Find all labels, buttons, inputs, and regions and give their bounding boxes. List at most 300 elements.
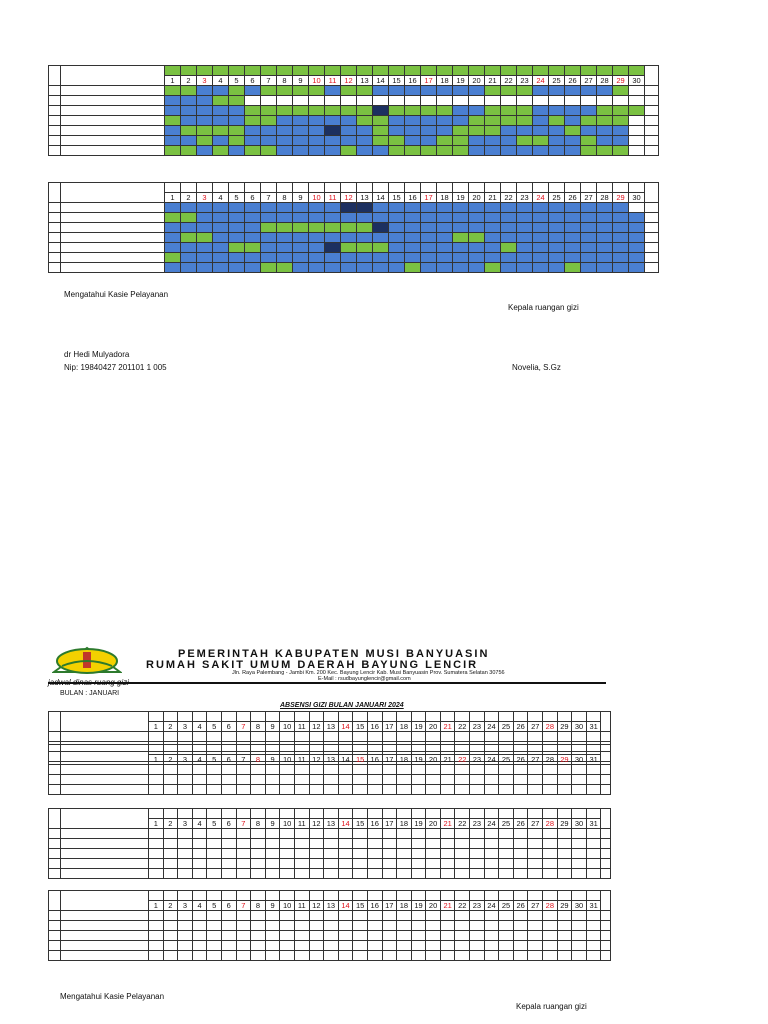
sign-right-name: Novelia, S.Gz <box>512 363 561 372</box>
schedule-cell <box>149 775 164 785</box>
col-header-ket <box>645 66 659 86</box>
row-number <box>49 233 61 243</box>
schedule-cell <box>557 951 572 961</box>
schedule-cell <box>178 951 193 961</box>
schedule-cell <box>236 859 251 869</box>
schedule-cell <box>373 203 389 213</box>
schedule-cell <box>309 126 325 136</box>
day-name-cell <box>353 745 368 755</box>
day-number-cell: 31 <box>586 901 601 911</box>
schedule-cell <box>597 253 613 263</box>
schedule-cell <box>453 86 469 96</box>
schedule-cell <box>277 233 293 243</box>
schedule-cell <box>597 233 613 243</box>
day-name-cell <box>251 891 266 901</box>
table-row <box>49 775 611 785</box>
day-name-cell <box>236 891 251 901</box>
schedule-cell <box>455 849 470 859</box>
day-name-cell <box>251 745 266 755</box>
day-name-cell <box>178 809 193 819</box>
col-header-ket <box>601 745 611 765</box>
day-number-cell: 22 <box>501 76 517 86</box>
table-row <box>49 126 659 136</box>
schedule-cell <box>572 829 587 839</box>
schedule-cell <box>245 126 261 136</box>
schedule-cell <box>207 911 222 921</box>
schedule-cell <box>533 253 549 263</box>
schedule-cell <box>221 775 236 785</box>
row-name <box>61 146 165 156</box>
schedule-cell <box>324 869 339 879</box>
schedule-cell <box>440 921 455 931</box>
schedule-cell <box>293 146 309 156</box>
day-number-cell: 10 <box>309 76 325 86</box>
schedule-cell <box>470 859 485 869</box>
day-name-cell <box>405 66 421 76</box>
schedule-cell <box>455 839 470 849</box>
schedule-cell <box>470 941 485 951</box>
schedule-cell <box>533 213 549 223</box>
day-number-cell: 27 <box>528 819 543 829</box>
schedule-cell <box>533 116 549 126</box>
kop-divider <box>48 682 606 684</box>
schedule-cell <box>309 263 325 273</box>
schedule-cell <box>470 775 485 785</box>
schedule-cell <box>613 263 629 273</box>
schedule-cell <box>353 732 368 742</box>
day-name-cell <box>357 183 373 193</box>
day-name-cell <box>265 745 280 755</box>
kop-line-1: PEMERINTAH KABUPATEN MUSI BANYUASIN <box>178 648 490 660</box>
schedule-cell <box>192 829 207 839</box>
schedule-cell <box>294 829 309 839</box>
schedule-cell <box>470 921 485 931</box>
schedule-cell <box>192 931 207 941</box>
day-number-cell: 18 <box>397 722 412 732</box>
schedule-cell <box>470 829 485 839</box>
schedule-cell <box>549 146 565 156</box>
day-name-cell <box>192 891 207 901</box>
day-number-cell: 25 <box>499 722 514 732</box>
day-name-cell <box>382 712 397 722</box>
row-number <box>49 116 61 126</box>
schedule-cell <box>405 106 421 116</box>
leave-table-gizi-staff <box>48 744 611 795</box>
schedule-cell <box>533 86 549 96</box>
schedule-cell <box>543 941 558 951</box>
day-name-cell <box>309 745 324 755</box>
table-row <box>49 146 659 156</box>
day-number-cell: 17 <box>382 722 397 732</box>
schedule-cell <box>543 931 558 941</box>
schedule-cell <box>325 253 341 263</box>
day-number-cell: 22 <box>455 819 470 829</box>
schedule-cell <box>437 146 453 156</box>
schedule-cell <box>426 775 441 785</box>
table-row <box>49 116 659 126</box>
schedule-cell <box>221 869 236 879</box>
day-name-cell <box>309 712 324 722</box>
schedule-cell <box>533 243 549 253</box>
day-number-cell: 18 <box>397 819 412 829</box>
schedule-cell <box>309 765 324 775</box>
schedule-cell <box>181 233 197 243</box>
schedule-cell <box>586 785 601 795</box>
schedule-cell <box>597 136 613 146</box>
schedule-cell <box>178 859 193 869</box>
row-number <box>49 839 61 849</box>
schedule-cell <box>261 146 277 156</box>
schedule-cell <box>382 775 397 785</box>
schedule-cell <box>613 253 629 263</box>
schedule-cell <box>533 146 549 156</box>
table-row <box>49 263 659 273</box>
day-name-cell <box>353 891 368 901</box>
schedule-cell <box>178 849 193 859</box>
day-number-cell: 23 <box>470 755 485 765</box>
schedule-cell <box>586 765 601 775</box>
schedule-cell <box>221 732 236 742</box>
schedule-cell <box>213 223 229 233</box>
table-row <box>49 233 659 243</box>
row-number <box>49 921 61 931</box>
schedule-cell <box>572 911 587 921</box>
day-number-cell: 17 <box>421 193 437 203</box>
schedule-cell <box>245 223 261 233</box>
schedule-cell <box>405 263 421 273</box>
day-name-cell <box>426 809 441 819</box>
day-name-cell <box>501 66 517 76</box>
schedule-cell <box>513 829 528 839</box>
day-number-cell: 2 <box>181 76 197 86</box>
col-header-no <box>49 712 61 732</box>
schedule-cell <box>309 785 324 795</box>
day-number-cell: 28 <box>543 722 558 732</box>
day-name-cell <box>197 66 213 76</box>
day-name-cell <box>207 712 222 722</box>
ket-cell <box>601 859 611 869</box>
schedule-cell <box>181 96 197 106</box>
schedule-cell <box>613 213 629 223</box>
schedule-cell <box>373 106 389 116</box>
day-number-cell: 21 <box>440 901 455 911</box>
schedule-cell <box>455 951 470 961</box>
schedule-cell <box>309 859 324 869</box>
schedule-cell <box>277 263 293 273</box>
schedule-cell <box>499 775 514 785</box>
schedule-cell <box>357 203 373 213</box>
schedule-cell <box>572 921 587 931</box>
schedule-cell <box>357 263 373 273</box>
schedule-cell <box>197 106 213 116</box>
day-number-cell: 11 <box>294 722 309 732</box>
day-name-cell <box>513 712 528 722</box>
schedule-cell <box>513 765 528 775</box>
schedule-cell <box>543 765 558 775</box>
schedule-cell <box>572 785 587 795</box>
day-name-cell <box>293 66 309 76</box>
schedule-cell <box>629 146 645 156</box>
schedule-cell <box>324 911 339 921</box>
day-name-cell <box>455 712 470 722</box>
schedule-cell <box>513 849 528 859</box>
schedule-cell <box>236 911 251 921</box>
schedule-cell <box>338 775 353 785</box>
schedule-cell <box>338 931 353 941</box>
day-name-cell <box>586 712 601 722</box>
day-name-cell <box>251 809 266 819</box>
schedule-cell <box>586 829 601 839</box>
schedule-cell <box>586 859 601 869</box>
schedule-cell <box>528 921 543 931</box>
day-name-cell <box>357 66 373 76</box>
schedule-cell <box>357 233 373 243</box>
schedule-cell <box>455 765 470 775</box>
col-header-nama <box>61 745 149 765</box>
day-name-cell <box>543 891 558 901</box>
schedule-cell <box>213 243 229 253</box>
schedule-cell <box>338 829 353 839</box>
day-number-cell: 20 <box>469 76 485 86</box>
schedule-cell <box>543 911 558 921</box>
day-name-cell <box>294 745 309 755</box>
day-name-cell <box>397 712 412 722</box>
schedule-cell <box>581 223 597 233</box>
schedule-cell <box>293 213 309 223</box>
day-name-cell <box>245 183 261 193</box>
schedule-cell <box>437 203 453 213</box>
schedule-cell <box>165 233 181 243</box>
schedule-cell <box>597 116 613 126</box>
schedule-cell <box>405 213 421 223</box>
schedule-cell <box>309 732 324 742</box>
day-name-cell <box>192 712 207 722</box>
schedule-cell <box>426 869 441 879</box>
schedule-cell <box>163 921 178 931</box>
row-name <box>61 203 165 213</box>
day-number-cell: 29 <box>557 901 572 911</box>
day-name-cell <box>261 183 277 193</box>
day-name-cell <box>236 809 251 819</box>
table-row <box>49 213 659 223</box>
day-name-cell <box>440 809 455 819</box>
schedule-cell <box>565 213 581 223</box>
row-name <box>61 223 165 233</box>
day-number-cell: 25 <box>549 193 565 203</box>
day-name-cell <box>163 809 178 819</box>
schedule-cell <box>229 233 245 243</box>
day-number-cell: 15 <box>353 901 368 911</box>
day-name-cell <box>181 66 197 76</box>
day-name-cell <box>484 712 499 722</box>
schedule-cell <box>411 775 426 785</box>
schedule-cell <box>207 732 222 742</box>
ket-cell <box>645 136 659 146</box>
row-number <box>49 96 61 106</box>
day-name-cell <box>485 66 501 76</box>
day-name-cell <box>411 712 426 722</box>
schedule-cell <box>261 96 277 106</box>
schedule-cell <box>280 765 295 775</box>
schedule-cell <box>629 116 645 126</box>
schedule-cell <box>357 213 373 223</box>
schedule-cell <box>440 941 455 951</box>
schedule-cell <box>437 116 453 126</box>
schedule-cell <box>557 732 572 742</box>
schedule-cell <box>513 921 528 931</box>
schedule-cell <box>469 126 485 136</box>
table-row <box>49 765 611 775</box>
schedule-cell <box>309 829 324 839</box>
schedule-cell <box>411 849 426 859</box>
schedule-cell <box>324 775 339 785</box>
schedule-cell <box>543 869 558 879</box>
day-number-cell: 12 <box>341 193 357 203</box>
schedule-cell <box>277 96 293 106</box>
schedule-cell <box>324 839 339 849</box>
schedule-cell <box>367 911 382 921</box>
schedule-cell <box>440 859 455 869</box>
day-name-cell <box>207 891 222 901</box>
schedule-cell <box>325 126 341 136</box>
schedule-cell <box>245 213 261 223</box>
schedule-cell <box>373 253 389 263</box>
day-number-cell: 9 <box>265 722 280 732</box>
schedule-cell <box>261 203 277 213</box>
day-number-cell: 10 <box>280 819 295 829</box>
schedule-cell <box>549 253 565 263</box>
schedule-cell <box>405 223 421 233</box>
schedule-cell <box>455 911 470 921</box>
schedule-cell <box>437 243 453 253</box>
schedule-cell <box>470 785 485 795</box>
day-number-cell: 21 <box>440 819 455 829</box>
schedule-cell <box>484 829 499 839</box>
schedule-cell <box>565 86 581 96</box>
schedule-cell <box>513 785 528 795</box>
schedule-cell <box>469 146 485 156</box>
schedule-cell <box>485 213 501 223</box>
schedule-cell <box>338 911 353 921</box>
schedule-cell <box>265 785 280 795</box>
schedule-cell <box>309 213 325 223</box>
schedule-cell <box>265 732 280 742</box>
day-name-cell <box>499 712 514 722</box>
day-number-cell: 10 <box>280 755 295 765</box>
day-number-cell: 30 <box>629 76 645 86</box>
schedule-cell <box>572 859 587 869</box>
schedule-cell <box>309 136 325 146</box>
schedule-cell <box>236 829 251 839</box>
schedule-cell <box>549 126 565 136</box>
schedule-cell <box>178 921 193 931</box>
sign-left-nip: Nip: 19840427 201101 1 005 <box>64 363 167 372</box>
schedule-cell <box>426 849 441 859</box>
ket-cell <box>645 146 659 156</box>
row-number <box>49 86 61 96</box>
day-number-cell: 14 <box>373 76 389 86</box>
day-number-cell: 13 <box>357 76 373 86</box>
table-row <box>49 732 611 742</box>
schedule-cell <box>181 136 197 146</box>
schedule-cell <box>513 931 528 941</box>
day-number-cell: 20 <box>426 755 441 765</box>
schedule-cell <box>426 941 441 951</box>
ket-cell <box>601 839 611 849</box>
sign-right-title: Kepala ruangan gizi <box>508 303 579 312</box>
schedule-cell <box>251 765 266 775</box>
schedule-cell <box>499 951 514 961</box>
day-name-cell <box>470 809 485 819</box>
schedule-cell <box>528 785 543 795</box>
day-number-cell: 16 <box>405 193 421 203</box>
day-number-cell: 7 <box>236 819 251 829</box>
schedule-cell <box>181 116 197 126</box>
schedule-cell <box>149 732 164 742</box>
schedule-cell <box>382 951 397 961</box>
day-number-cell: 22 <box>501 193 517 203</box>
schedule-cell <box>469 116 485 126</box>
row-name <box>61 839 149 849</box>
day-number-cell: 24 <box>484 722 499 732</box>
schedule-cell <box>513 911 528 921</box>
schedule-cell <box>309 921 324 931</box>
schedule-cell <box>325 136 341 146</box>
day-name-cell <box>265 712 280 722</box>
day-number-cell: 7 <box>261 193 277 203</box>
schedule-cell <box>528 859 543 869</box>
schedule-cell <box>251 732 266 742</box>
day-name-cell <box>324 891 339 901</box>
table-row <box>49 849 611 859</box>
day-name-cell <box>405 183 421 193</box>
schedule-cell <box>192 951 207 961</box>
day-number-cell: 4 <box>213 193 229 203</box>
schedule-cell <box>309 233 325 243</box>
schedule-cell <box>528 931 543 941</box>
day-name-cell <box>572 809 587 819</box>
schedule-cell <box>192 921 207 931</box>
schedule-cell <box>469 223 485 233</box>
schedule-cell <box>565 203 581 213</box>
table-row <box>49 839 611 849</box>
day-name-cell <box>221 809 236 819</box>
schedule-cell <box>440 951 455 961</box>
schedule-cell <box>373 96 389 106</box>
schedule-cell <box>229 253 245 263</box>
schedule-cell <box>341 213 357 223</box>
schedule-cell <box>586 911 601 921</box>
schedule-cell <box>324 829 339 839</box>
schedule-cell <box>389 96 405 106</box>
col-header-no <box>49 809 61 829</box>
schedule-cell <box>181 106 197 116</box>
day-number-cell: 8 <box>277 76 293 86</box>
schedule-cell <box>485 223 501 233</box>
schedule-cell <box>437 213 453 223</box>
schedule-cell <box>245 146 261 156</box>
schedule-cell <box>453 96 469 106</box>
day-name-cell <box>389 183 405 193</box>
day-name-cell <box>572 891 587 901</box>
sign-right-title-2: Kepala ruangan gizi <box>516 1002 587 1011</box>
schedule-cell <box>501 146 517 156</box>
schedule-cell <box>341 223 357 233</box>
schedule-cell <box>265 829 280 839</box>
schedule-cell <box>293 253 309 263</box>
day-number-cell: 17 <box>382 819 397 829</box>
schedule-cell <box>405 233 421 243</box>
